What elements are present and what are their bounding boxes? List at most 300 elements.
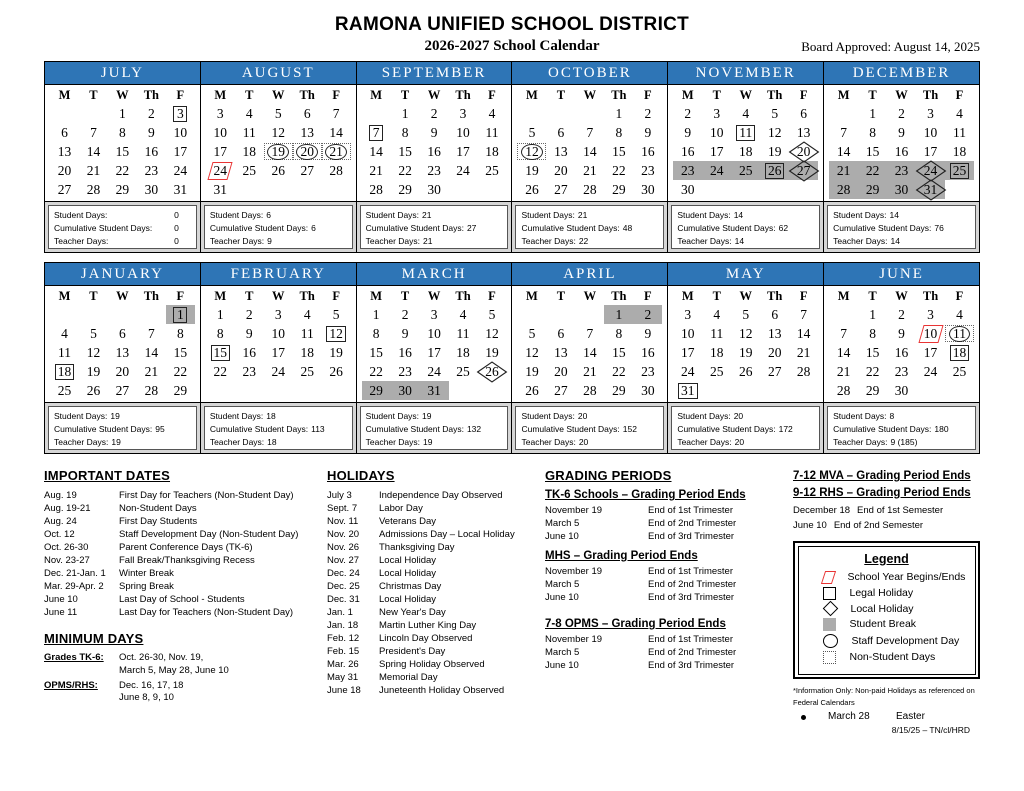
day-number: 18: [485, 143, 499, 159]
day-cell: [264, 362, 293, 381]
month-march: [357, 263, 513, 453]
day-cell: [137, 324, 166, 343]
day-number: 30: [398, 382, 412, 398]
day-number: 22: [398, 162, 412, 178]
day-cell: [449, 305, 478, 324]
day-number: 19: [767, 143, 782, 159]
weekday-label: W: [895, 88, 908, 102]
day-number: 15: [865, 143, 880, 159]
day-cell: [293, 123, 322, 142]
grading-section-heading: MHS – Grading Period Ends: [545, 550, 698, 562]
day-cell: [449, 123, 478, 142]
student-days: [210, 410, 347, 423]
day-number: 17: [456, 143, 470, 159]
day-number: 1: [216, 306, 224, 322]
date: Jan. 1: [327, 607, 353, 618]
day-cell: [829, 104, 858, 123]
holiday-name: Spring Holiday Observed: [379, 659, 485, 670]
day-number: 5: [742, 306, 750, 322]
day-number: 17: [213, 143, 228, 159]
day-cell: [322, 142, 351, 161]
day-number: 19: [525, 162, 539, 178]
month-grid: [45, 286, 200, 402]
month-name: APRIL: [512, 263, 667, 286]
day-cell: [633, 142, 662, 161]
day-number: [485, 182, 499, 198]
day-cell: [50, 161, 79, 180]
day-cell: [449, 343, 478, 362]
day-number: 27: [767, 363, 782, 379]
day-cell: [235, 142, 264, 161]
list-row: [327, 606, 545, 619]
day-cell: [945, 104, 974, 123]
day-cell: [702, 123, 731, 142]
day-cell: [166, 305, 195, 324]
day-number: [583, 307, 597, 323]
teacher-days: [521, 436, 658, 449]
event-description: Winter Break: [119, 568, 174, 579]
teacher-days-value: 19: [111, 436, 121, 447]
day-cell: [206, 161, 235, 180]
day-cell: [829, 362, 858, 381]
day-number: 20: [57, 162, 72, 178]
month-grid: [357, 286, 512, 402]
cumulative-student-days-value: 152: [622, 423, 637, 434]
grading-date: March 5: [545, 579, 580, 590]
day-number: 23: [681, 162, 695, 178]
weekday-label: F: [799, 289, 808, 303]
weekday-label: T: [89, 289, 98, 303]
day-number: [271, 383, 285, 399]
grading-description: End of 2nd Trimester: [648, 647, 737, 658]
teacher-days: [677, 235, 814, 248]
day-number: 18: [952, 143, 967, 159]
day-number: 13: [57, 143, 72, 159]
event-description: Spring Break: [119, 581, 174, 592]
day-number: 1: [869, 105, 876, 121]
weekday-label: T: [712, 88, 721, 102]
weekday-label: Th: [299, 289, 315, 303]
day-cell: [293, 305, 322, 324]
day-number: 5: [332, 306, 340, 322]
day-number: 11: [485, 124, 499, 140]
day-cell: [604, 381, 633, 400]
grading-date: November 19: [545, 566, 603, 577]
day-cell: [945, 123, 974, 142]
day-cell: [293, 324, 322, 343]
day-number: [554, 106, 568, 122]
cumulative-student-days: [366, 222, 503, 235]
list-row: [327, 502, 545, 515]
day-cell: [79, 324, 108, 343]
date: Sept. 7: [327, 503, 358, 514]
day-number: 18: [710, 344, 724, 360]
holiday-name: Memorial Day: [379, 672, 438, 683]
cumulative-student-days-label: Cumulative Student Days:: [677, 222, 776, 233]
day-cell: [673, 142, 702, 161]
weekday-label: M: [370, 88, 383, 102]
day-number: 18: [950, 345, 970, 361]
day-cell: [945, 180, 974, 199]
day-number: 16: [641, 143, 655, 159]
teacher-days-label: Teacher Days:: [833, 235, 888, 246]
diamond-symbol-icon: [822, 601, 838, 617]
month-grid: [824, 85, 979, 201]
day-number: 7: [840, 325, 847, 341]
day-number: 24: [456, 162, 470, 178]
day-cell: [322, 180, 351, 199]
day-number: 28: [329, 162, 343, 178]
month-name: DECEMBER: [824, 62, 979, 85]
teacher-days-value: 14: [734, 235, 745, 246]
day-number: 10: [456, 124, 470, 140]
weekday-label: W: [271, 88, 285, 102]
cumulative-student-days: [677, 222, 814, 235]
student-days-value: 21: [577, 210, 588, 220]
month-name: JULY: [45, 62, 200, 85]
day-number: 18: [55, 364, 75, 380]
teacher-days-value: 14: [890, 235, 900, 246]
day-number: [57, 106, 71, 122]
weekday-label: T: [245, 289, 254, 303]
day-number: 11: [710, 325, 724, 341]
day-cell: [79, 161, 108, 180]
day-number: 20: [115, 363, 130, 379]
student-days-value: 8: [889, 411, 895, 421]
day-number: 30: [427, 181, 441, 197]
month-grid: [201, 85, 356, 201]
day-number: 7: [90, 124, 97, 140]
cumulative-student-days-value: 95: [155, 423, 165, 434]
event-description: Last Day of School - Students: [119, 594, 245, 605]
day-cell: [731, 381, 760, 400]
teacher-days: [54, 235, 191, 248]
day-cell: [166, 142, 195, 161]
board-approved-note: Board Approved: August 14, 2025: [801, 39, 980, 54]
weekday-label: Th: [143, 289, 160, 303]
day-number: 28: [836, 382, 851, 398]
month-july: [45, 62, 201, 252]
day-cell: [760, 161, 789, 180]
day-number: 21: [796, 344, 811, 360]
teacher-days-label: Teacher Days:: [54, 235, 109, 246]
day-number: [242, 182, 256, 198]
weekday-label: Th: [455, 289, 471, 303]
day-cell: [858, 324, 887, 343]
teacher-days-value: 21: [423, 235, 433, 246]
holidays-column: [327, 468, 545, 735]
day-cell: [673, 180, 702, 199]
weekday-label: M: [681, 289, 694, 303]
day-cell: [575, 343, 604, 362]
day-number: 2: [148, 105, 155, 121]
student-days-label: Student Days:: [521, 411, 575, 421]
day-number: 7: [148, 325, 155, 341]
day-number: 18: [456, 344, 470, 360]
day-cell: [633, 305, 662, 324]
student-days: [210, 209, 347, 222]
month-grid: [512, 286, 667, 402]
day-number: 22: [612, 363, 626, 379]
day-number: 4: [956, 306, 963, 322]
day-number: 28: [583, 181, 597, 197]
day-number: [739, 182, 753, 198]
month-summary-box: [671, 205, 820, 249]
day-cell: [575, 362, 604, 381]
day-cell: [945, 362, 974, 381]
day-cell: [829, 324, 858, 343]
holiday-name: Martin Luther King Day: [379, 620, 477, 631]
day-cell: [546, 362, 575, 381]
day-number: 3: [927, 306, 934, 322]
day-cell: [789, 362, 818, 381]
day-cell: [916, 142, 945, 161]
legend-item: [823, 571, 969, 584]
day-cell: [449, 324, 478, 343]
weekday-label: Th: [455, 88, 471, 102]
date: Dec. 31: [327, 594, 360, 605]
list-row: [327, 515, 545, 528]
day-cell: [137, 161, 166, 180]
day-number: 2: [684, 105, 692, 121]
day-cell: [517, 362, 546, 381]
day-cell: [546, 123, 575, 142]
day-cell: [887, 180, 916, 199]
day-cell: [79, 381, 108, 400]
day-number: 4: [245, 105, 253, 121]
day-cell: [546, 305, 575, 324]
day-cell: [604, 104, 633, 123]
day-number: 3: [927, 105, 934, 121]
day-cell: [50, 381, 79, 400]
day-number: 24: [271, 363, 285, 379]
day-number: 3: [274, 306, 282, 322]
minimum-days-group: Grades TK-6:: [44, 652, 104, 663]
semester-description: End of 2nd Semester: [833, 520, 924, 532]
day-cell: [887, 123, 916, 142]
day-number: 19: [329, 344, 343, 360]
list-row: [44, 580, 327, 593]
day-number: [271, 182, 285, 198]
event-description: Fall Break/Thanksgiving Recess: [119, 555, 255, 566]
cumulative-student-days: [54, 222, 191, 235]
day-number: 20: [767, 344, 782, 360]
month-april: [512, 263, 668, 453]
month-summary-box: [48, 406, 197, 450]
day-cell: [604, 142, 633, 161]
day-number: 13: [115, 344, 130, 360]
day-number: 16: [894, 344, 909, 360]
day-cell: [391, 104, 420, 123]
list-row: [44, 554, 327, 567]
day-cell: [362, 104, 391, 123]
day-number: 21: [836, 162, 851, 178]
day-number: 26: [86, 382, 101, 398]
day-cell: [546, 161, 575, 180]
day-cell: [575, 324, 604, 343]
day-number: 25: [242, 162, 257, 178]
day-cell: [50, 123, 79, 142]
day-number: 9: [430, 124, 438, 140]
day-cell: [264, 324, 293, 343]
day-cell: [789, 305, 818, 324]
cumulative-student-days: [833, 222, 970, 235]
day-cell: [50, 343, 79, 362]
day-number: 24: [173, 162, 188, 178]
day-number: 15: [612, 344, 626, 360]
semester-date: December 18: [793, 505, 851, 517]
day-number: 6: [800, 105, 808, 121]
day-number: 11: [736, 125, 755, 141]
day-cell: [633, 324, 662, 343]
month-summary: [45, 201, 200, 252]
day-number: 16: [242, 344, 257, 360]
day-number: 26: [329, 363, 343, 379]
day-number: 20: [296, 144, 318, 160]
day-cell: [916, 343, 945, 362]
weekday-label: F: [799, 88, 808, 102]
minimum-days-row: [44, 680, 327, 706]
day-cell: [322, 305, 351, 324]
day-number: 10: [681, 325, 695, 341]
holiday-name: President's Day: [379, 646, 446, 657]
student-days-label: Student Days:: [365, 210, 420, 220]
date: Jan. 18: [327, 620, 359, 631]
cumulative-student-days-label: Cumulative Student Days:: [677, 423, 776, 434]
month-grid: [201, 286, 356, 402]
day-number: 11: [300, 325, 314, 341]
day-cell: [362, 381, 391, 400]
month-summary: [201, 201, 356, 252]
semester-row: [793, 520, 980, 531]
holiday-name: Local Holiday: [379, 594, 437, 605]
day-cell: [322, 104, 351, 123]
date: Aug. 24: [44, 516, 77, 527]
easter-note: [793, 711, 980, 722]
day-cell: [137, 362, 166, 381]
calendar-band-jul-dec: [44, 61, 980, 253]
list-row: [327, 619, 545, 632]
weekday-label: Th: [922, 289, 939, 303]
day-cell: [235, 161, 264, 180]
day-number: 27: [554, 181, 568, 197]
day-number: 8: [216, 325, 224, 341]
day-number: 4: [713, 306, 721, 322]
weekday-label: W: [116, 289, 129, 303]
cumulative-student-days-label: Cumulative Student Days:: [521, 423, 620, 434]
day-cell: [362, 161, 391, 180]
student-days-label: Student Days:: [677, 411, 731, 421]
day-cell: [391, 180, 420, 199]
day-number: 30: [641, 181, 655, 197]
day-number: 15: [369, 344, 383, 360]
day-cell: [293, 104, 322, 123]
day-number: 29: [612, 382, 626, 398]
day-cell: [449, 142, 478, 161]
day-number: 9: [401, 325, 409, 341]
month-summary-box: [204, 406, 353, 450]
student-days: [833, 209, 970, 222]
day-cell: [293, 161, 322, 180]
day-number: 30: [681, 181, 695, 197]
teacher-days: [521, 235, 658, 248]
event-description: Last Day for Teachers (Non-Student Day): [119, 607, 294, 618]
weekday-label: T: [556, 289, 566, 303]
day-number: 31: [173, 181, 188, 197]
day-number: 20: [554, 363, 568, 379]
date: Dec. 24: [327, 568, 360, 579]
day-cell: [206, 123, 235, 142]
day-cell: [575, 142, 604, 161]
date: May 31: [327, 672, 359, 683]
day-cell: [322, 161, 351, 180]
day-number: 8: [615, 325, 623, 341]
day-cell: [673, 324, 702, 343]
day-number: 24: [923, 162, 938, 178]
legend-item-label: Staff Development Day: [851, 634, 960, 647]
teacher-days-label: Teacher Days:: [677, 235, 732, 246]
cumulative-student-days: [833, 423, 970, 436]
month-summary: [512, 402, 667, 453]
weekday-label: F: [644, 88, 652, 102]
month-summary: [824, 402, 979, 453]
day-number: 1: [372, 306, 380, 322]
day-number: 4: [61, 325, 68, 341]
day-number: 23: [641, 363, 655, 379]
weekday-label: Th: [143, 88, 160, 102]
day-cell: [731, 324, 760, 343]
teacher-days-value: 19: [423, 436, 433, 447]
day-number: 29: [612, 181, 626, 197]
day-number: 11: [949, 326, 970, 342]
day-number: 28: [796, 363, 811, 379]
list-row: [327, 580, 545, 593]
holiday-name: Juneteenth Holiday Observed: [379, 685, 505, 696]
cumulative-student-days-value: 113: [311, 423, 325, 434]
day-number: 12: [521, 144, 543, 160]
day-cell: [50, 104, 79, 123]
day-cell: [264, 305, 293, 324]
day-cell: [478, 381, 507, 400]
day-cell: [575, 381, 604, 400]
day-cell: [887, 104, 916, 123]
month-grid: [824, 286, 979, 402]
important-dates-title: IMPORTANT DATES: [44, 468, 171, 483]
day-cell: [858, 343, 887, 362]
day-cell: [945, 161, 974, 180]
weekday-label: F: [332, 289, 340, 303]
date: Nov. 26: [327, 542, 360, 553]
day-number: [456, 383, 470, 399]
day-cell: [789, 381, 818, 400]
day-number: 25: [456, 363, 470, 379]
day-number: 16: [894, 143, 909, 159]
student-days: [54, 209, 191, 222]
student-days: [54, 410, 191, 423]
day-cell: [108, 324, 137, 343]
day-cell: [517, 324, 546, 343]
day-number: 14: [369, 143, 383, 159]
minimum-days-group: OPMS/RHS:: [44, 679, 98, 691]
day-cell: [702, 142, 731, 161]
date: Nov. 20: [327, 529, 360, 540]
weekday-label: F: [332, 88, 340, 102]
day-cell: [760, 142, 789, 161]
weekday-label: W: [583, 88, 597, 102]
day-number: 1: [119, 105, 126, 121]
cumulative-student-days-label: Cumulative Student Days:: [521, 222, 620, 233]
event-description: Parent Conference Days (TK-6): [119, 542, 253, 553]
